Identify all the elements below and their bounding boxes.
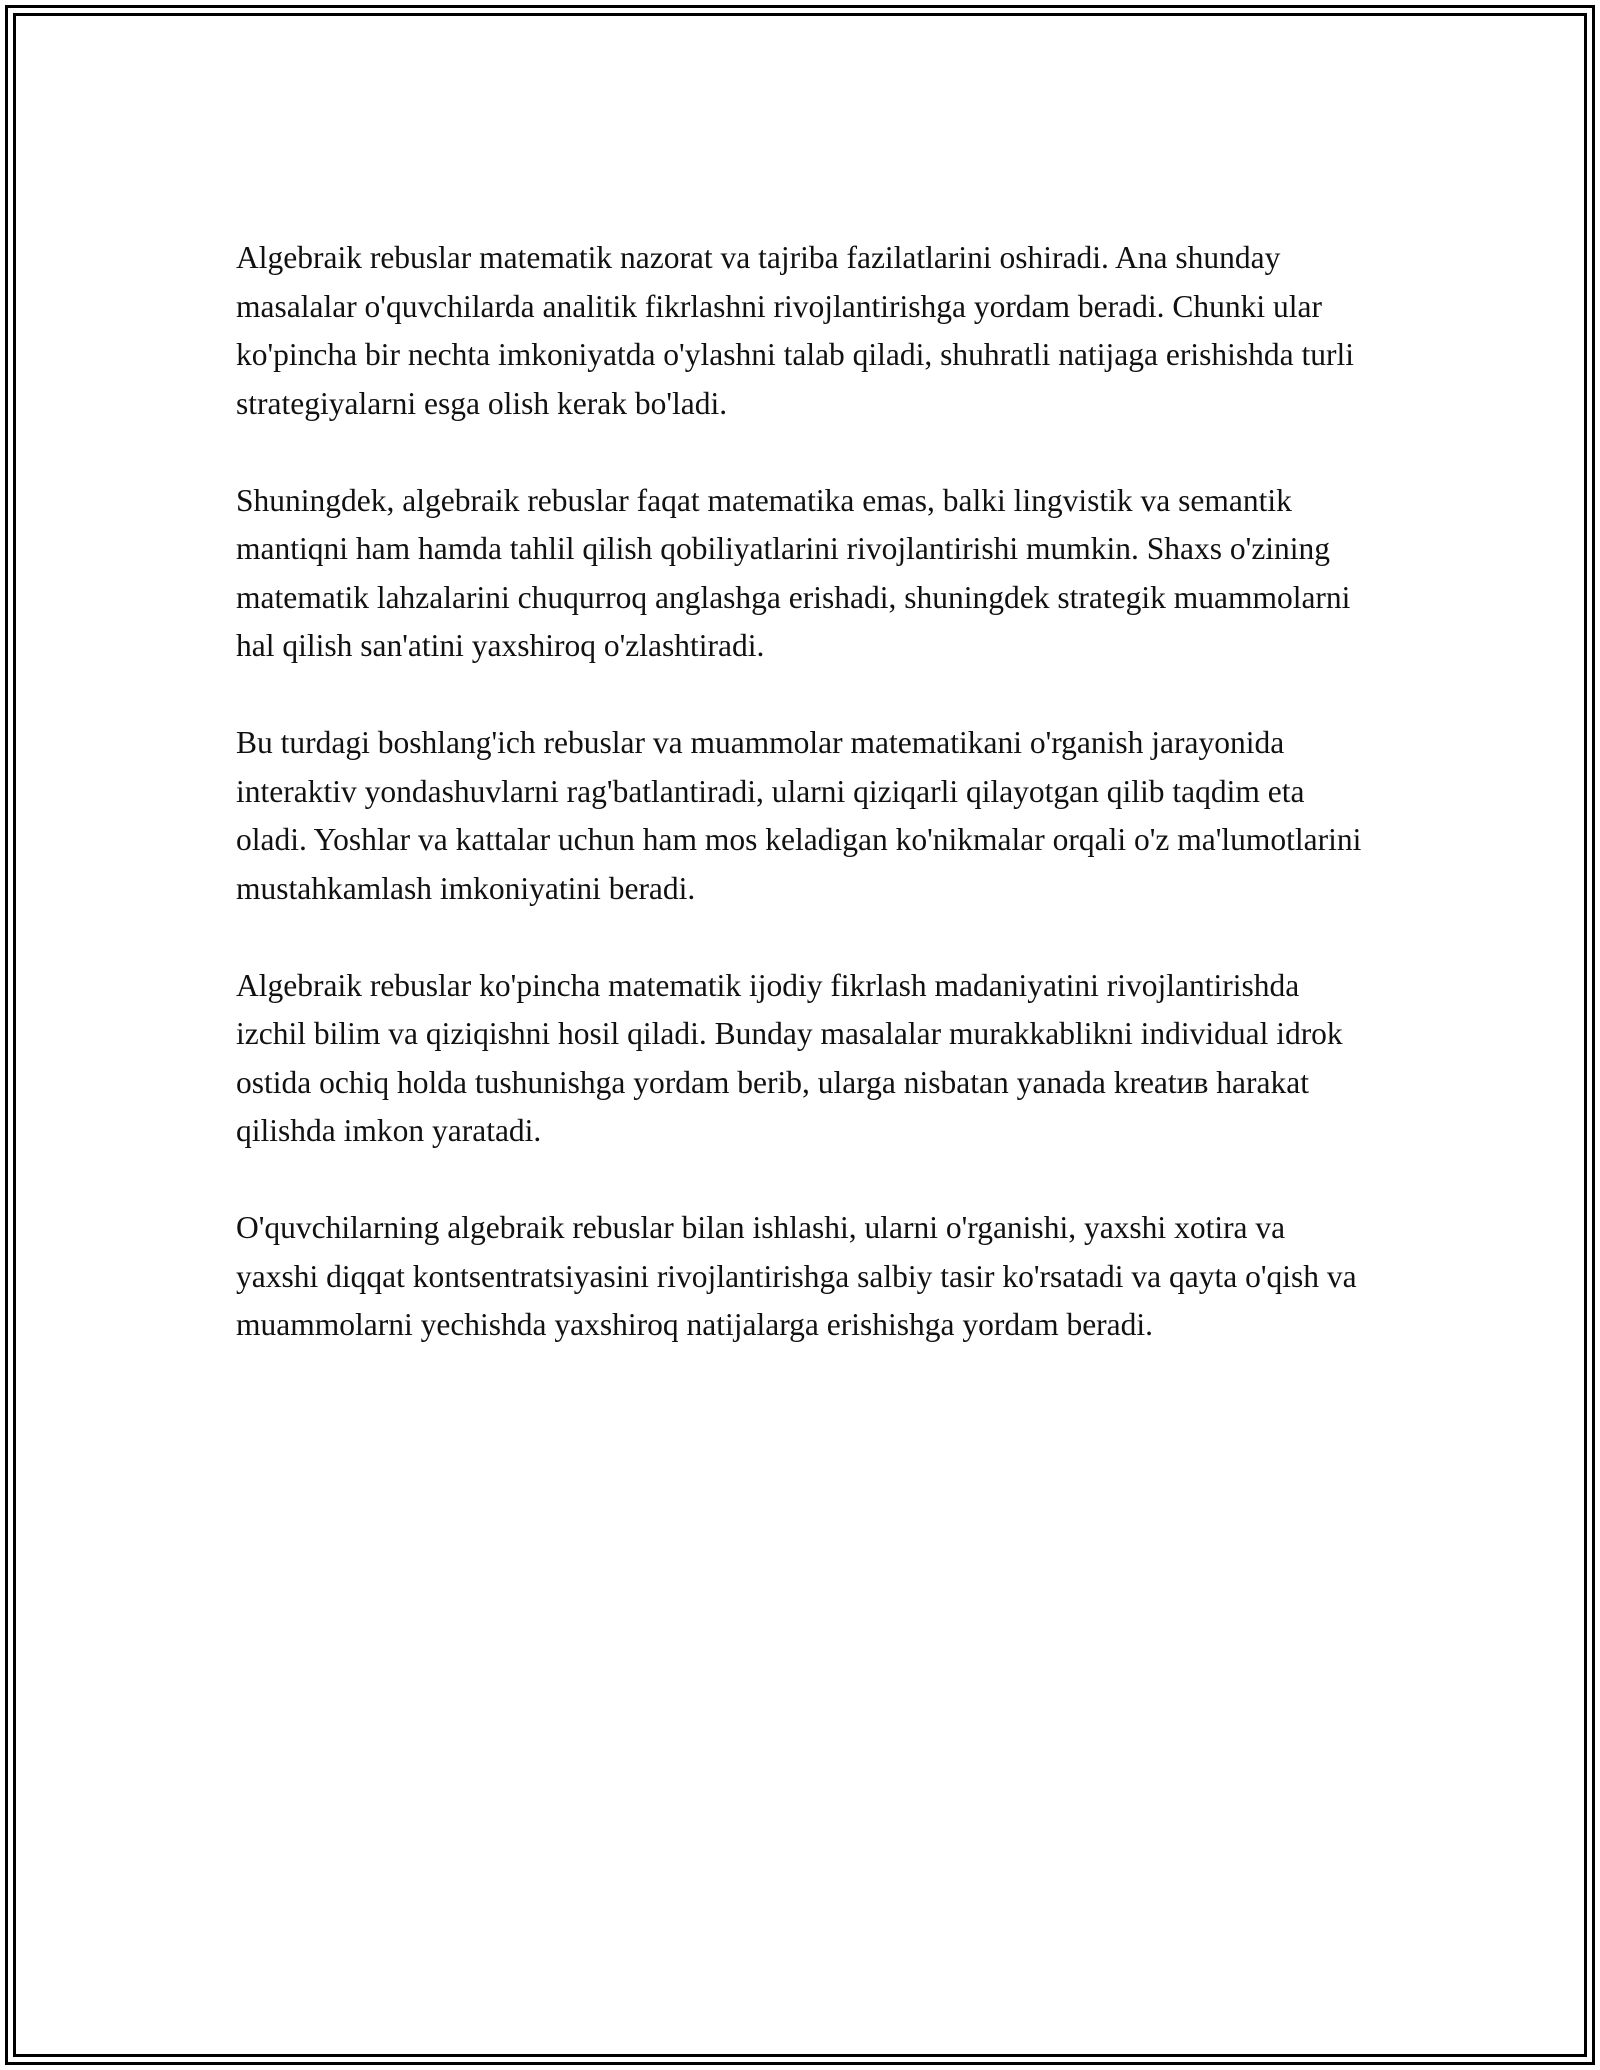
- paragraph-4: Algebraik rebuslar ko'pincha matematik ijodiy fikrlash madaniyatini rivojlantirishda izchil bilim va qiziqishni hosil qiladi. Bunday masalalar murakkablikni individual idrok ostida ochiq holda tushunishga yordam berib, ularga nisbatan yanada kreatив harakat qilishda imkon yaratadi.: [236, 967, 1343, 1148]
- paragraph-2: Shuningdek, algebraik rebuslar faqat matematika emas, balki lingvistik va semantik mantiqni ham hamda tahlil qilish qobiliyatlarini rivojlantirishi mumkin. Shaxs o'zining matematik lahzalarini chuqurroq anglashga erishadi, shuningdek strategik muammolarni hal qilish san'atini yaxshiroq o'zlashtiradi.: [236, 482, 1351, 663]
- document-body: [236, 234, 1368, 1398]
- paragraph-1: Algebraik rebuslar matematik nazorat va tajriba fazilatlarini oshiradi. Ana shunday masalalar o'quvchilarda analitik fikrlashni rivojlantirishga yordam beradi. Chunki ular ko'pincha bir nechta imkoniyatda o'ylashni talab qiladi, shuhratli natijaga erishishda turli strategiyalarni esga olish kerak bo'ladi.: [236, 240, 1354, 421]
- paragraph-5: O'quvchilarning algebraik rebuslar bilan ishlashi, ularni o'rganishi, yaxshi xotira va yaxshi diqqat kontsentratsiyasini rivojlantirishga salbiy tasir ko'rsatadi va qayta o'qish va muammolarni yechishda yaxshiroq natijalarga erishishga yordam beradi.: [236, 1210, 1357, 1342]
- paragraph-3: Bu turdagi boshlang'ich rebuslar va muammolar matematikani o'rganish jarayonida interaktiv yondashuvlarni rag'batlantiradi, ularni qiziqarli qilayotgan qilib taqdim eta oladi. Yoshlar va kattalar uchun ham mos keladigan ko'nikmalar orqali o'z ma'lumotlarini mustahkamlash imkoniyatini beradi.: [236, 725, 1362, 906]
